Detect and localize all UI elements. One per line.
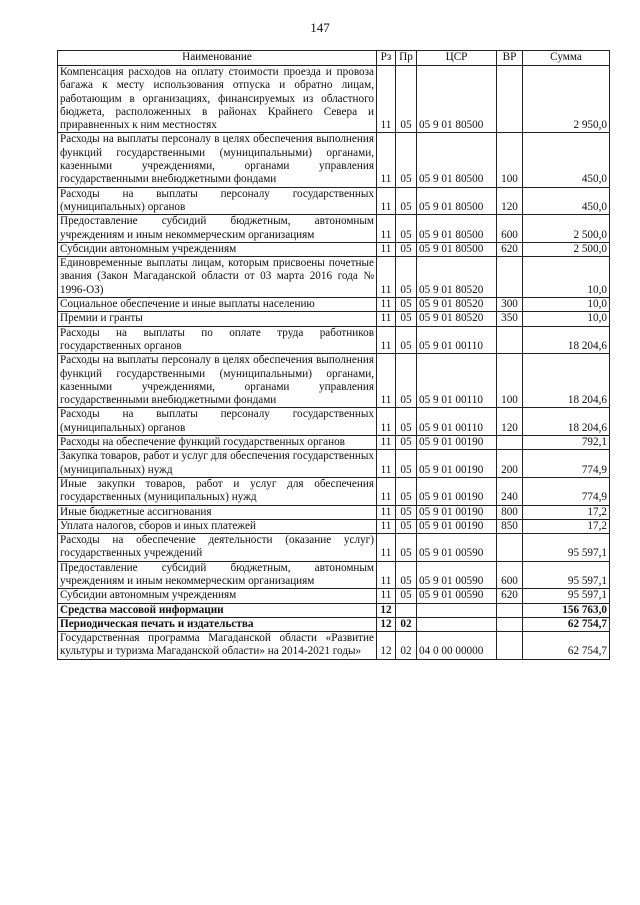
cell-rz: 11 bbox=[377, 561, 396, 589]
table-row bbox=[58, 450, 610, 478]
cell-name: Расходы на обеспечение деятельности (оказание услуг) государственных учреждений bbox=[58, 534, 377, 562]
cell-rz: 11 bbox=[377, 242, 396, 256]
cell-csr: 05 9 01 00110 bbox=[417, 354, 497, 408]
cell-sum: 450,0 bbox=[523, 187, 610, 215]
cell-pr: 05 bbox=[396, 242, 417, 256]
cell-pr: 05 bbox=[396, 133, 417, 187]
cell-sum: 95 597,1 bbox=[523, 589, 610, 603]
cell-csr: 05 9 01 80520 bbox=[417, 257, 497, 298]
page-number: 147 bbox=[310, 20, 330, 35]
table-row bbox=[58, 603, 610, 617]
table-row bbox=[58, 477, 610, 505]
table-row bbox=[58, 354, 610, 408]
table-header-row bbox=[58, 51, 610, 66]
cell-sum: 10,0 bbox=[523, 298, 610, 312]
cell-pr: 05 bbox=[396, 66, 417, 133]
table-row bbox=[58, 187, 610, 215]
table-row bbox=[58, 561, 610, 589]
cell-name: Субсидии автономным учреждениям bbox=[58, 242, 377, 256]
cell-csr: 05 9 01 00190 bbox=[417, 505, 497, 519]
cell-name: Предоставление субсидий бюджетным, автономным учреждениям и иным некоммерческим организациям bbox=[58, 561, 377, 589]
table-row bbox=[58, 215, 610, 243]
cell-csr: 05 9 01 00190 bbox=[417, 450, 497, 478]
cell-rz: 11 bbox=[377, 133, 396, 187]
cell-rz: 11 bbox=[377, 505, 396, 519]
cell-pr: 05 bbox=[396, 215, 417, 243]
cell-rz: 11 bbox=[377, 534, 396, 562]
table-row bbox=[58, 519, 610, 533]
cell-rz: 11 bbox=[377, 477, 396, 505]
cell-csr: 05 9 01 00190 bbox=[417, 519, 497, 533]
cell-vr bbox=[497, 66, 523, 133]
cell-csr: 05 9 01 00590 bbox=[417, 534, 497, 562]
cell-rz: 11 bbox=[377, 312, 396, 326]
cell-vr: 120 bbox=[497, 408, 523, 436]
cell-sum: 450,0 bbox=[523, 133, 610, 187]
cell-vr: 620 bbox=[497, 242, 523, 256]
cell-vr: 100 bbox=[497, 354, 523, 408]
cell-pr: 05 bbox=[396, 505, 417, 519]
cell-csr: 05 9 01 80500 bbox=[417, 187, 497, 215]
cell-name: Расходы на выплаты персоналу государственных (муниципальных) органов bbox=[58, 187, 377, 215]
cell-vr: 850 bbox=[497, 519, 523, 533]
cell-sum: 18 204,6 bbox=[523, 408, 610, 436]
cell-csr: 05 9 01 00190 bbox=[417, 477, 497, 505]
cell-rz: 11 bbox=[377, 66, 396, 133]
cell-csr: 05 9 01 80520 bbox=[417, 312, 497, 326]
cell-csr: 05 9 01 00590 bbox=[417, 561, 497, 589]
cell-csr bbox=[417, 603, 497, 617]
cell-csr: 05 9 01 80500 bbox=[417, 215, 497, 243]
cell-name: Компенсация расходов на оплату стоимости проезда и провоза багажа к месту использования отпуска и обратно лицам, работающим в организациях, финансируемых из областного бюджета, расположенных в районах Крайнего Севера и приравненных к ним местностях bbox=[58, 66, 377, 133]
cell-name: Расходы на выплаты по оплате труда работников государственных органов bbox=[58, 326, 377, 354]
cell-sum: 792,1 bbox=[523, 436, 610, 450]
cell-rz: 11 bbox=[377, 436, 396, 450]
cell-rz: 12 bbox=[377, 617, 396, 631]
cell-rz: 11 bbox=[377, 408, 396, 436]
cell-name: Премии и гранты bbox=[58, 312, 377, 326]
cell-name: Закупка товаров, работ и услуг для обеспечения государственных (муниципальных) нужд bbox=[58, 450, 377, 478]
cell-csr: 05 9 01 80500 bbox=[417, 66, 497, 133]
table-row bbox=[58, 133, 610, 187]
cell-sum: 774,9 bbox=[523, 450, 610, 478]
column-header-pr: Пр bbox=[396, 51, 417, 66]
cell-name: Государственная программа Магаданской области «Развитие культуры и туризма Магаданской области» на 2014-2021 годы» bbox=[58, 632, 377, 660]
cell-vr: 800 bbox=[497, 505, 523, 519]
cell-name: Расходы на выплаты персоналу государственных (муниципальных) органов bbox=[58, 408, 377, 436]
cell-csr: 05 9 01 80500 bbox=[417, 133, 497, 187]
cell-name: Уплата налогов, сборов и иных платежей bbox=[58, 519, 377, 533]
cell-pr bbox=[396, 603, 417, 617]
cell-rz: 11 bbox=[377, 450, 396, 478]
cell-pr: 05 bbox=[396, 450, 417, 478]
cell-name: Иные бюджетные ассигнования bbox=[58, 505, 377, 519]
column-header-sum: Сумма bbox=[523, 51, 610, 66]
cell-name: Расходы на выплаты персоналу в целях обеспечения выполнения функций государственными (муниципальными) органами, казенными учреждениями, органами управления государственными внебюджетными фондами bbox=[58, 133, 377, 187]
cell-pr: 02 bbox=[396, 617, 417, 631]
cell-name: Иные закупки товаров, работ и услуг для обеспечения государственных (муниципальных) нужд bbox=[58, 477, 377, 505]
cell-vr: 240 bbox=[497, 477, 523, 505]
column-header-rz: Рз bbox=[377, 51, 396, 66]
cell-vr: 100 bbox=[497, 133, 523, 187]
table-row bbox=[58, 257, 610, 298]
cell-name: Расходы на обеспечение функций государственных органов bbox=[58, 436, 377, 450]
cell-vr: 120 bbox=[497, 187, 523, 215]
cell-pr: 05 bbox=[396, 257, 417, 298]
cell-csr: 05 9 01 00110 bbox=[417, 326, 497, 354]
cell-sum: 62 754,7 bbox=[523, 617, 610, 631]
cell-pr: 05 bbox=[396, 589, 417, 603]
cell-vr bbox=[497, 436, 523, 450]
table-row bbox=[58, 589, 610, 603]
cell-csr: 04 0 00 00000 bbox=[417, 632, 497, 660]
cell-pr: 02 bbox=[396, 632, 417, 660]
cell-csr bbox=[417, 617, 497, 631]
cell-vr bbox=[497, 617, 523, 631]
table-row bbox=[58, 534, 610, 562]
cell-pr: 05 bbox=[396, 477, 417, 505]
column-header-csr: ЦСР bbox=[417, 51, 497, 66]
cell-rz: 12 bbox=[377, 603, 396, 617]
cell-rz: 11 bbox=[377, 215, 396, 243]
cell-name: Субсидии автономным учреждениям bbox=[58, 589, 377, 603]
cell-sum: 18 204,6 bbox=[523, 326, 610, 354]
cell-sum: 18 204,6 bbox=[523, 354, 610, 408]
cell-rz: 11 bbox=[377, 326, 396, 354]
cell-sum: 156 763,0 bbox=[523, 603, 610, 617]
cell-sum: 17,2 bbox=[523, 505, 610, 519]
cell-name: Социальное обеспечение и иные выплаты населению bbox=[58, 298, 377, 312]
cell-vr: 600 bbox=[497, 561, 523, 589]
cell-rz: 11 bbox=[377, 519, 396, 533]
cell-vr: 600 bbox=[497, 215, 523, 243]
column-header-name: Наименование bbox=[58, 51, 377, 66]
cell-name: Средства массовой информации bbox=[58, 603, 377, 617]
table-row bbox=[58, 617, 610, 631]
cell-vr bbox=[497, 632, 523, 660]
cell-csr: 05 9 01 00110 bbox=[417, 408, 497, 436]
cell-rz: 12 bbox=[377, 632, 396, 660]
cell-rz: 11 bbox=[377, 187, 396, 215]
cell-sum: 774,9 bbox=[523, 477, 610, 505]
cell-pr: 05 bbox=[396, 298, 417, 312]
table-row bbox=[58, 312, 610, 326]
cell-vr: 350 bbox=[497, 312, 523, 326]
cell-pr: 05 bbox=[396, 534, 417, 562]
cell-sum: 2 500,0 bbox=[523, 215, 610, 243]
cell-sum: 95 597,1 bbox=[523, 534, 610, 562]
cell-name: Единовременные выплаты лицам, которым присвоены почетные звания (Закон Магаданской области от 03 марта 2016 года № 1996-ОЗ) bbox=[58, 257, 377, 298]
cell-csr: 05 9 01 00590 bbox=[417, 589, 497, 603]
table-row bbox=[58, 66, 610, 133]
cell-pr: 05 bbox=[396, 312, 417, 326]
table-row bbox=[58, 408, 610, 436]
cell-vr bbox=[497, 326, 523, 354]
cell-vr bbox=[497, 257, 523, 298]
cell-pr: 05 bbox=[396, 408, 417, 436]
cell-pr: 05 bbox=[396, 436, 417, 450]
cell-sum: 2 500,0 bbox=[523, 242, 610, 256]
table-row bbox=[58, 632, 610, 660]
cell-vr: 200 bbox=[497, 450, 523, 478]
cell-pr: 05 bbox=[396, 519, 417, 533]
cell-sum: 62 754,7 bbox=[523, 632, 610, 660]
column-header-vr: ВР bbox=[497, 51, 523, 66]
cell-vr bbox=[497, 534, 523, 562]
cell-vr: 300 bbox=[497, 298, 523, 312]
cell-vr: 620 bbox=[497, 589, 523, 603]
cell-name: Расходы на выплаты персоналу в целях обеспечения выполнения функций государственными (муниципальными) органами, казенными учреждениями, органами управления государственными внебюджетными фондами bbox=[58, 354, 377, 408]
table-row bbox=[58, 326, 610, 354]
cell-csr: 05 9 01 80520 bbox=[417, 298, 497, 312]
cell-vr bbox=[497, 603, 523, 617]
table-row bbox=[58, 298, 610, 312]
cell-pr: 05 bbox=[396, 561, 417, 589]
cell-sum: 10,0 bbox=[523, 312, 610, 326]
table-row bbox=[58, 436, 610, 450]
table-body bbox=[58, 66, 610, 660]
cell-csr: 05 9 01 80500 bbox=[417, 242, 497, 256]
cell-rz: 11 bbox=[377, 257, 396, 298]
cell-rz: 11 bbox=[377, 298, 396, 312]
table-row bbox=[58, 505, 610, 519]
cell-pr: 05 bbox=[396, 326, 417, 354]
cell-name: Периодическая печать и издательства bbox=[58, 617, 377, 631]
cell-sum: 10,0 bbox=[523, 257, 610, 298]
cell-name: Предоставление субсидий бюджетным, автономным учреждениям и иным некоммерческим организациям bbox=[58, 215, 377, 243]
cell-rz: 11 bbox=[377, 354, 396, 408]
cell-pr: 05 bbox=[396, 187, 417, 215]
table-row bbox=[58, 242, 610, 256]
cell-csr: 05 9 01 00190 bbox=[417, 436, 497, 450]
cell-pr: 05 bbox=[396, 354, 417, 408]
cell-sum: 2 950,0 bbox=[523, 66, 610, 133]
cell-rz: 11 bbox=[377, 589, 396, 603]
cell-sum: 17,2 bbox=[523, 519, 610, 533]
cell-sum: 95 597,1 bbox=[523, 561, 610, 589]
budget-table bbox=[57, 50, 610, 660]
